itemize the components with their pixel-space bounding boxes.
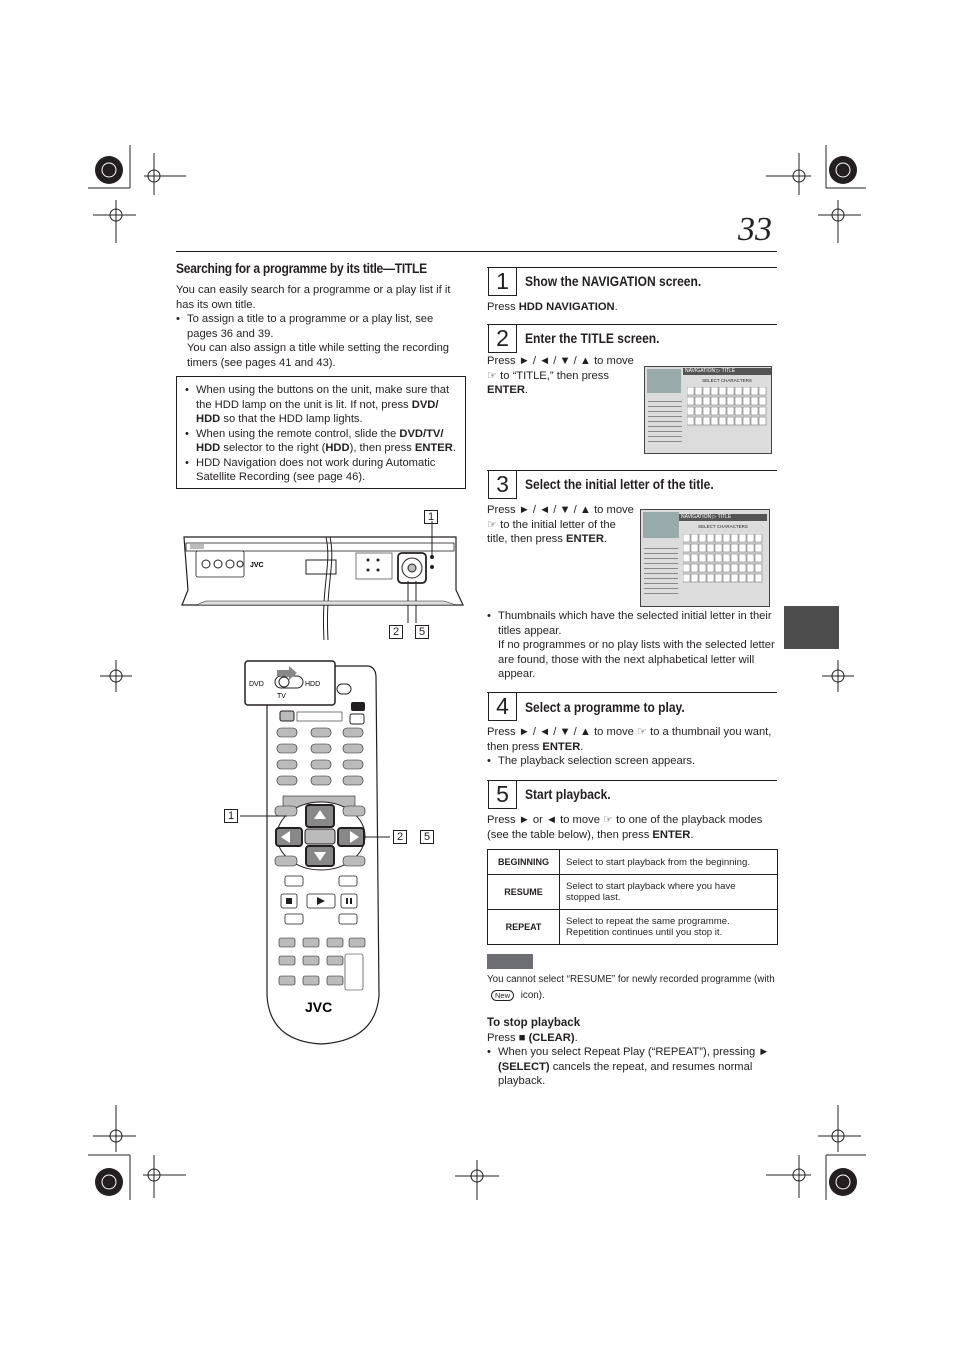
screen-1-grid <box>687 387 767 439</box>
step-2-line-2 <box>487 369 635 384</box>
callout-unit-1: 1 <box>424 510 438 524</box>
step-5-line-2-end: . <box>690 828 694 841</box>
step-1-title: Show the NAVIGATION screen. <box>525 273 702 289</box>
step-2-text <box>487 354 635 398</box>
registration-mark-top-right <box>766 145 866 245</box>
note-text: When using the remote control, slide the <box>196 427 400 440</box>
step-4-number: 4 <box>488 692 517 721</box>
step-3-line-2-text: to the initial letter of the <box>497 518 616 531</box>
step-3-number: 3 <box>488 470 517 499</box>
note-key: DVD/ HDD <box>196 398 439 425</box>
screen-1-header: NAVIGATION ▷ TITLE <box>683 368 771 375</box>
screen-2-menu <box>644 544 678 598</box>
step-4-line-1 <box>487 725 777 740</box>
intro-block <box>176 283 466 370</box>
step-3-title: Select the initial letter of the title. <box>525 476 714 492</box>
stop-bullet-c: cancels the repeat, and resumes normal playback. <box>498 1060 753 1087</box>
note-text: When using the buttons on the unit, make sure that the HDD lamp on the unit is lit. If not, press <box>196 384 450 411</box>
intro-bullet-cont: You can also assign a title while setting the recording timers (see pages 41 and 43). <box>187 342 450 369</box>
step-5-line-1-a: Press ► or ◄ to move <box>487 814 600 826</box>
step-2-line-1: Press ► / ◄ / ▼ / ▲ to move <box>487 355 634 367</box>
registration-mark-bottom-right <box>766 1100 866 1200</box>
hand-cursor-icon: ☞ <box>487 518 498 531</box>
page-number: 33 <box>738 211 772 248</box>
stop-line-1-a: Press ■ <box>487 1031 529 1044</box>
stop-bullet <box>487 1045 777 1089</box>
mode-desc: Select to repeat the same programme. Repetition continues until you stop it. <box>560 910 778 945</box>
resume-note-text-a: You cannot select “RESUME” for newly recorded programme (with <box>487 974 775 985</box>
note-tag <box>487 954 533 969</box>
step-3-line-3-end: . <box>603 533 608 545</box>
note-key: ENTER <box>414 442 453 454</box>
step-4-line-2-a: then press <box>487 740 543 753</box>
new-icon: New <box>491 990 514 1001</box>
step-1-text-b: . <box>614 301 618 313</box>
mode-key: RESUME <box>488 875 560 910</box>
step-2-line-2-text: to “TITLE,” then press <box>497 369 609 382</box>
registration-mark-side-left <box>100 660 132 692</box>
step-4-line-1-b: to a thumbnail you want, <box>647 726 772 738</box>
title-screen-thumbnail-2 <box>640 509 770 607</box>
step-5-line-2-a: (see the table below), then press <box>487 828 653 841</box>
intro-text: You can easily search for a programme or a play list if it has its own title. <box>176 284 451 311</box>
callout-unit-5: 5 <box>415 625 429 639</box>
step-2-key: ENTER <box>487 384 525 396</box>
step-3-rule <box>487 470 777 471</box>
step-3-line-2 <box>487 518 635 533</box>
intro-bullet: • To assign a title to a programme or a play list, see pages 36 and 39. <box>176 312 466 341</box>
callout-remote-2: 2 <box>393 830 407 844</box>
callout-remote-1: 1 <box>224 809 238 823</box>
step-3-line-1: Press ► / ◄ / ▼ / ▲ to move <box>487 504 634 516</box>
step-5-key: ENTER <box>652 828 691 841</box>
note-text: selector to the right ( <box>220 442 326 454</box>
callout-remote-5: 5 <box>420 830 434 844</box>
stop-line-1-end: . <box>574 1031 578 1044</box>
step-3-bullet: • Thumbnails which have the selected initial letter in their titles appear. <box>487 609 777 638</box>
step-4-key: ENTER <box>542 740 581 753</box>
note-item <box>185 383 457 427</box>
note-key: DVD/TV/ HDD <box>196 427 444 454</box>
stop-key: (CLEAR) <box>528 1031 575 1044</box>
note-item: • HDD Navigation does not work during Automatic Satellite Recording (see page 46). <box>185 456 457 485</box>
table-row <box>488 875 778 910</box>
registration-mark-bottom-center <box>455 1160 499 1204</box>
note-text: . <box>452 442 456 454</box>
step-2-rule <box>487 324 777 325</box>
step-4-bullet: • The playback selection screen appears. <box>487 754 777 769</box>
mode-desc: Select to start playback where you have stopped last. <box>560 875 778 910</box>
table-row <box>488 850 778 875</box>
hand-cursor-icon: ☞ <box>487 369 498 382</box>
stop-title: To stop playback <box>487 1017 581 1029</box>
stop-select-key: (SELECT) <box>498 1060 550 1073</box>
section-title: Searching for a programme by its title—TITLE <box>176 260 427 276</box>
step-3-line-3 <box>487 532 635 547</box>
registration-mark-top-left <box>88 145 188 245</box>
mode-key: BEGINNING <box>488 850 560 875</box>
step-2-number: 2 <box>488 324 517 353</box>
step-5-line-2 <box>487 828 777 843</box>
step-1-number: 1 <box>488 267 517 296</box>
step-4-line-1-a: Press ► / ◄ / ▼ / ▲ to move <box>487 726 634 738</box>
hand-cursor-icon: ☞ <box>636 726 648 738</box>
step-4-title: Select a programme to play. <box>525 699 685 715</box>
resume-note-text-b: icon). <box>520 990 545 1001</box>
step-3-text <box>487 503 635 547</box>
step-5-text <box>487 813 777 842</box>
table-row <box>488 910 778 945</box>
note-item <box>185 427 457 456</box>
step-5-line-1-b: to one of the playback modes <box>613 814 763 826</box>
step-4-rule <box>487 692 777 693</box>
remote-illustration <box>225 656 425 1056</box>
step-3-line-3-a: title, then press <box>487 533 566 545</box>
mode-key: REPEAT <box>488 910 560 945</box>
stop-playback <box>487 1016 777 1089</box>
unit-illustration <box>176 505 466 645</box>
screen-1-sub: SELECT CHARACTERS <box>702 378 752 383</box>
step-2-line-3 <box>487 383 635 398</box>
note-key: HDD <box>325 442 350 454</box>
hand-cursor-icon: ☞ <box>603 814 614 826</box>
top-rule <box>176 251 777 252</box>
note-text: ), then press <box>349 442 415 454</box>
step-1-text-a: Press <box>487 301 519 313</box>
step-1-key: HDD NAVIGATION <box>518 301 615 313</box>
step-4-line-2 <box>487 740 777 755</box>
step-3-key: ENTER <box>565 533 604 545</box>
callout-unit-2: 2 <box>389 625 403 639</box>
note-text: so that the HDD lamp lights. <box>220 413 363 425</box>
step-2-line-3-end: . <box>524 384 529 396</box>
step-2-title: Enter the TITLE screen. <box>525 330 660 346</box>
screen-2-grid <box>683 534 765 590</box>
screen-2-sub: SELECT CHARACTERS <box>698 524 748 529</box>
screen-2-header: NAVIGATION ▷ TITLE <box>679 514 767 521</box>
title-screen-thumbnail-1 <box>644 366 772 454</box>
playback-modes-table <box>487 849 778 945</box>
step-1-text <box>487 300 777 315</box>
step-5-line-1 <box>487 813 777 828</box>
screen-2-thumb <box>643 512 679 538</box>
remote-brand: JVC <box>305 999 333 1015</box>
step-5-number: 5 <box>488 780 517 809</box>
note-box <box>176 376 466 489</box>
screen-1-thumb <box>647 369 681 393</box>
dvd-label: DVD <box>249 681 264 688</box>
step-3-bullet-cont: If no programmes or no play lists with the selected letter are found, those with the next alphabetical letter will appear. <box>498 639 775 680</box>
section-tab <box>784 606 839 649</box>
stop-bullet-a: When you select Repeat Play (“REPEAT”), pressing ► <box>498 1046 770 1058</box>
step-4-line-2-end: . <box>580 740 584 753</box>
stop-line-1 <box>487 1031 777 1046</box>
step-1-rule <box>487 267 777 268</box>
hdd-label: HDD <box>305 681 321 688</box>
step-3-notes <box>487 609 777 682</box>
unit-brand: JVC <box>250 562 264 569</box>
mode-desc: Select to start playback from the beginning. <box>560 850 778 875</box>
registration-mark-side-right <box>822 660 854 692</box>
tv-label: TV <box>277 693 286 700</box>
step-4-text <box>487 725 777 769</box>
screen-1-menu <box>648 397 682 445</box>
resume-note <box>487 972 777 1004</box>
registration-mark-bottom-left <box>88 1100 188 1200</box>
step-5-rule <box>487 780 777 781</box>
step-5-title: Start playback. <box>525 786 611 802</box>
